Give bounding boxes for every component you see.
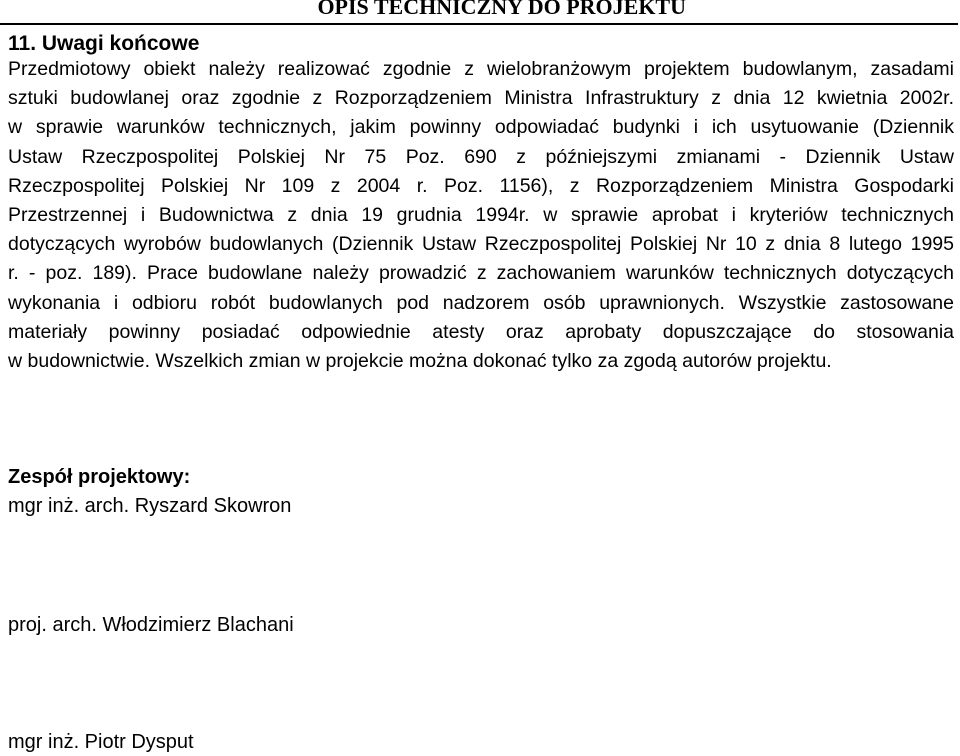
section-body-paragraph: [8, 55, 954, 376]
document-header-title: OPIS TECHNICZNY DO PROJEKTU: [317, 0, 686, 19]
paragraph-line: dotyczących wyrobów budowlanych (Dziennik Ustaw Rzeczpospolitej Polskiej Nr 10 z dnia 8 lutego 1995: [8, 233, 954, 256]
paragraph-line: w budownictwie. Wszelkich zmian w projekcie można dokonać tylko za zgodą autorów projektu.: [8, 350, 832, 373]
paragraph-line: r. - poz. 189). Prace budowlane należy prowadzić z zachowaniem warunków technicznych dotyczących: [8, 262, 954, 285]
paragraph-line: materiały powinny posiadać odpowiednie atesty oraz aprobaty dopuszczające do stosowania: [8, 320, 954, 343]
section-heading: 11. Uwagi końcowe: [8, 32, 200, 55]
paragraph-line: wykonania i odbioru robót budowlanych pod nadzorem osób uprawnionych. Wszystkie zastosowane: [8, 291, 954, 314]
header-divider: [0, 23, 958, 25]
design-team-heading: Zespół projektowy:: [8, 466, 191, 488]
team-member: proj. arch. Włodzimierz Blachani: [8, 614, 294, 636]
team-member: mgr inż. arch. Ryszard Skowron: [8, 495, 292, 517]
paragraph-line: Przestrzennej i Budownictwa z dnia 19 grudnia 1994r. w sprawie aprobat i kryteriów technicznych: [8, 204, 954, 227]
paragraph-line: Ustaw Rzeczpospolitej Polskiej Nr 75 Poz. 690 z późniejszymi zmianami - Dziennik Ustaw: [8, 145, 954, 168]
paragraph-line: Przedmiotowy obiekt należy realizować zgodnie z wielobranżowym projektem budowlanym, zasadami: [8, 58, 954, 80]
team-member: mgr inż. Piotr Dysput: [8, 731, 194, 753]
paragraph-line: Rzeczpospolitej Polskiej Nr 109 z 2004 r. Poz. 1156), z Rozporządzeniem Ministra Gospodarki: [8, 174, 954, 197]
paragraph-line: w sprawie warunków technicznych, jakim powinny odpowiadać budynki i ich usytuowanie (Dziennik: [8, 116, 954, 139]
paragraph-line: sztuki budowlanej oraz zgodnie z Rozporządzeniem Ministra Infrastruktury z dnia 12 kwietnia 2002r.: [8, 87, 954, 110]
